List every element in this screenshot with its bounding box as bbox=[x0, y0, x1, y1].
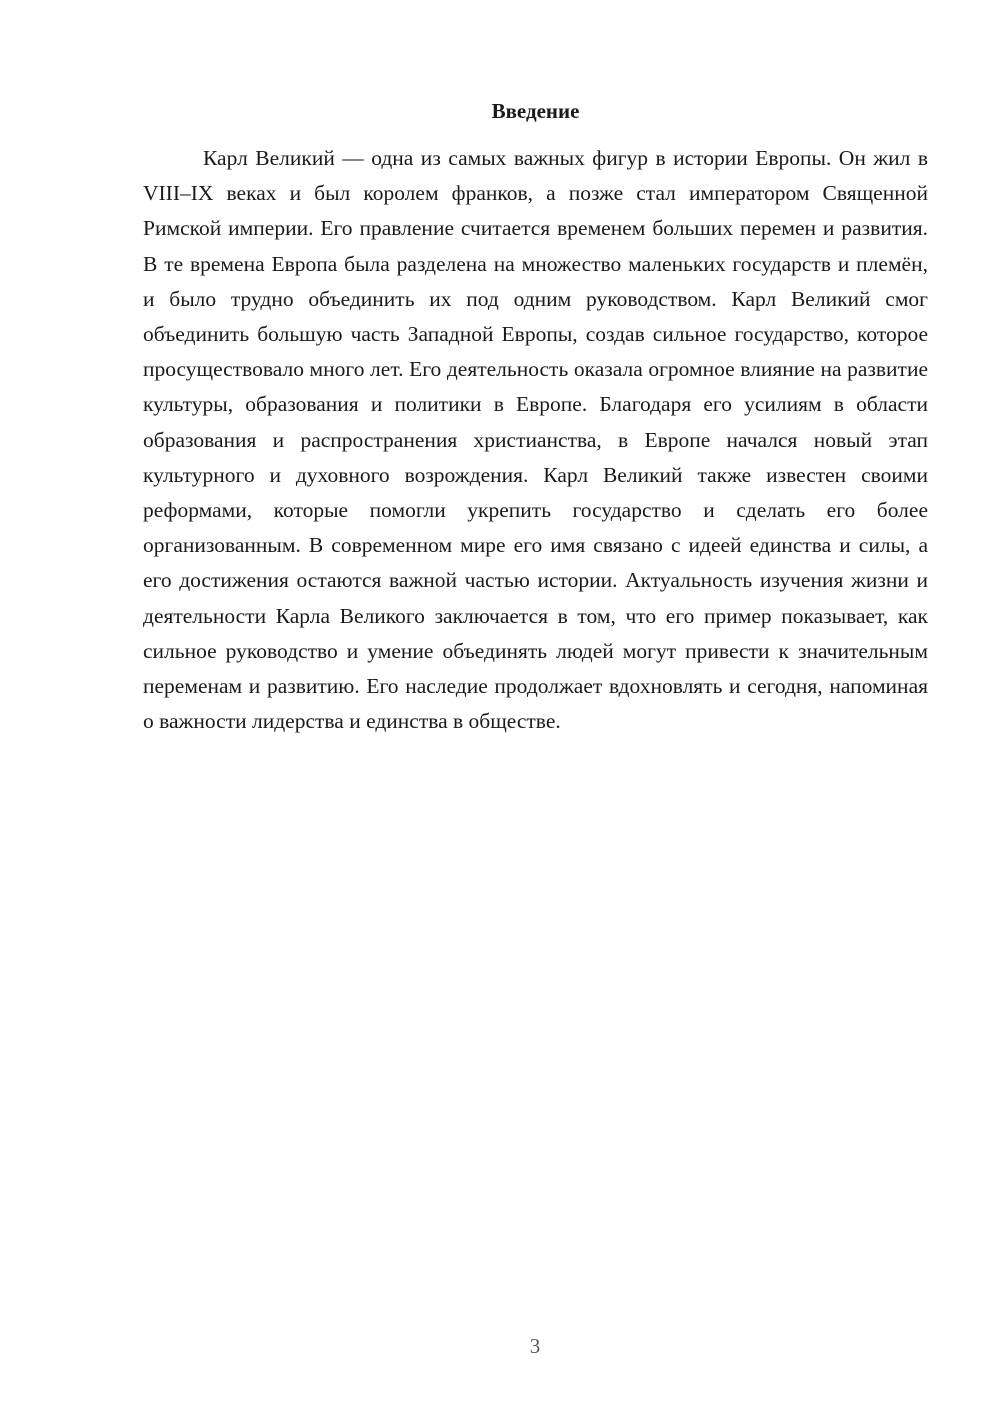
body-paragraph: Карл Великий — одна из самых важных фигур в истории Европы. Он жил в VIII–IX веках и был королем франков, а позже стал императором Священной Римской империи. Его правление считается временем больших перемен и развития. В те времена Европа была разделена на множество маленьких государств и племён, и было трудно объединить их под одним руководством. Карл Великий смог объединить большую часть Западной Европы, создав сильное государство, которое просуществовало много лет. Его деятельность оказала огромное влияние на развитие культуры, образования и политики в Европе. Благодаря его усилиям в области образования и распространения христианства, в Европе начался новый этап культурного и духовного возрождения. Карл Великий также известен своими реформами, которые помогли укрепить государство и сделать его более организованным. В современном мире его имя связано с идеей единства и силы, а его достижения остаются важной частью истории. Актуальность изучения жизни и деятельности Карла Великого заключается в том, что его пример показывает, как сильное руководство и умение объединять людей могут привести к значительным переменам и развитию. Его наследие продолжает вдохновлять и сегодня, напоминая о важности лидерства и единства в обществе. bbox=[143, 146, 928, 734]
section-heading: Введение bbox=[491, 99, 580, 123]
page-number: 3 bbox=[529, 1334, 541, 1358]
